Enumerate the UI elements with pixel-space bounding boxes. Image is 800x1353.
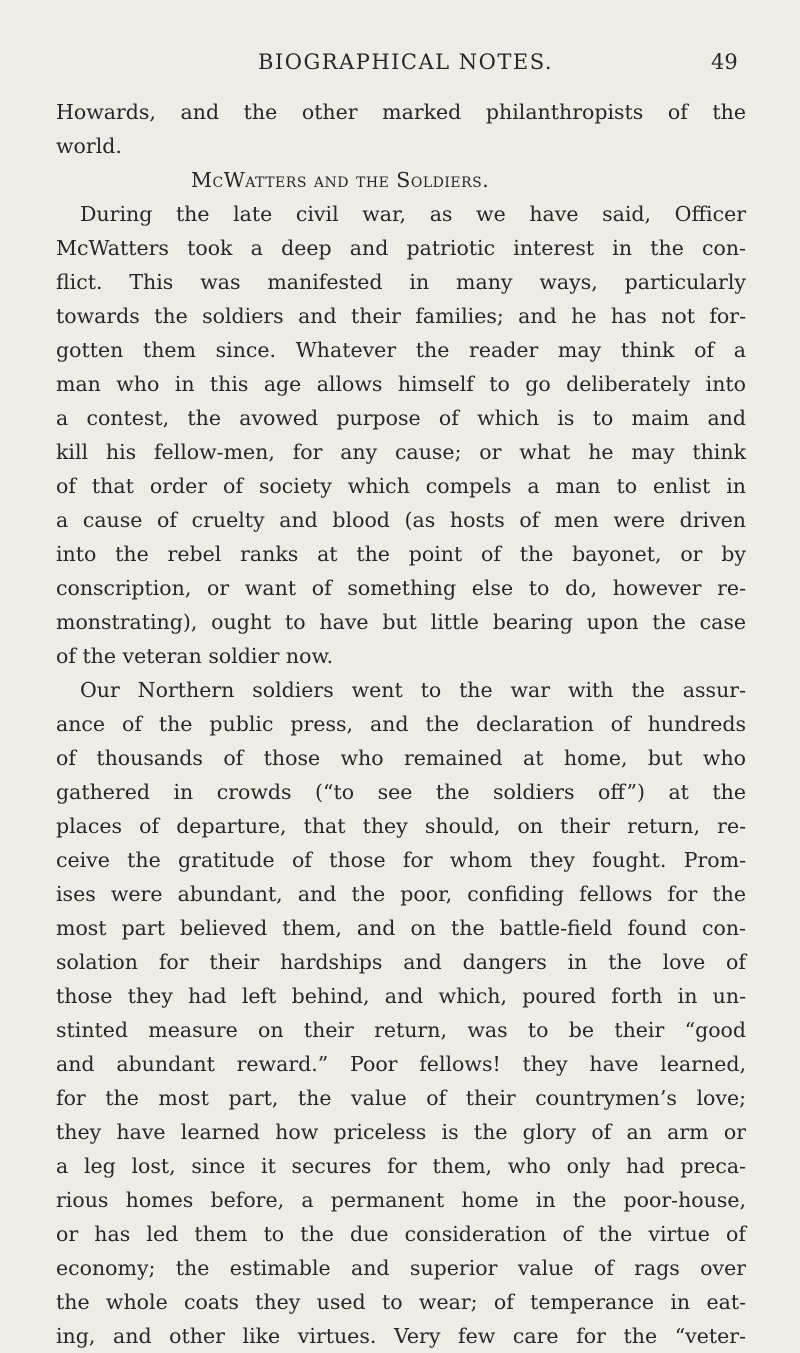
text-line: economy; the estimable and superior value of rags over — [56, 1256, 746, 1280]
text-line: Howards, and the other marked philanthropists of the — [56, 100, 746, 124]
text-line: ing, and other like virtues. Very few care for the “veter- — [56, 1324, 746, 1348]
text-line: and abundant reward.” Poor fellows! they have learned, — [56, 1052, 746, 1076]
paragraph-first-line: During the late civil war, as we have said, Officer — [80, 202, 746, 226]
text-line: most part believed them, and on the battle-field found con- — [56, 916, 746, 940]
text-line: monstrating), ought to have but little bearing upon the case — [56, 610, 746, 634]
text-line: solation for their hardships and dangers in the love of — [56, 950, 746, 974]
text-line: into the rebel ranks at the point of the bayonet, or by — [56, 542, 746, 566]
text-line: they have learned how priceless is the glory of an arm or — [56, 1120, 746, 1144]
text-line: the whole coats they used to wear; of temperance in eat- — [56, 1290, 746, 1314]
text-line: of the veteran soldier now. — [56, 644, 334, 668]
text-line: McWatters took a deep and patriotic interest in the con- — [56, 236, 746, 260]
text-line: or has led them to the due consideration of the virtue of — [56, 1222, 746, 1246]
text-line: flict. This was manifested in many ways, particularly — [56, 270, 746, 294]
text-line: of that order of society which compels a man to enlist in — [56, 474, 746, 498]
page-number: 49 — [711, 50, 738, 74]
text-line: towards the soldiers and their families; and he has not for- — [56, 304, 746, 328]
text-line: conscription, or want of something else to do, however re- — [56, 576, 746, 600]
text-line: of thousands of those who remained at home, but who — [56, 746, 746, 770]
text-line: for the most part, the value of their countrymen’s love; — [56, 1086, 746, 1110]
running-head — [0, 50, 800, 90]
text-line: a contest, the avowed purpose of which is to maim and — [56, 406, 746, 430]
section-heading: McWatters and the Soldiers. — [191, 168, 490, 192]
text-line: gathered in crowds (“to see the soldiers off”) at the — [56, 780, 746, 804]
text-line: a leg lost, since it secures for them, who only had preca- — [56, 1154, 746, 1178]
text-line: world. — [56, 134, 122, 158]
text-line: kill his fellow-men, for any cause; or what he may think — [56, 440, 746, 464]
body-text — [56, 95, 746, 1353]
text-line: ises were abundant, and the poor, confiding fellows for the — [56, 882, 746, 906]
text-line: a cause of cruelty and blood (as hosts of men were driven — [56, 508, 746, 532]
text-line: rious homes before, a permanent home in the poor-house, — [56, 1188, 746, 1212]
text-line: gotten them since. Whatever the reader may think of a — [56, 338, 746, 362]
paragraph-first-line: Our Northern soldiers went to the war with the assur- — [80, 678, 746, 702]
text-line: stinted measure on their return, was to be their “good — [56, 1018, 746, 1042]
running-title: BIOGRAPHICAL NOTES. — [258, 50, 554, 74]
text-line: places of departure, that they should, on their return, re- — [56, 814, 746, 838]
text-line: man who in this age allows himself to go deliberately into — [56, 372, 746, 396]
text-line: those they had left behind, and which, poured forth in un- — [56, 984, 746, 1008]
text-line: ance of the public press, and the declaration of hundreds — [56, 712, 746, 736]
text-line: ceive the gratitude of those for whom they fought. Prom- — [56, 848, 746, 872]
